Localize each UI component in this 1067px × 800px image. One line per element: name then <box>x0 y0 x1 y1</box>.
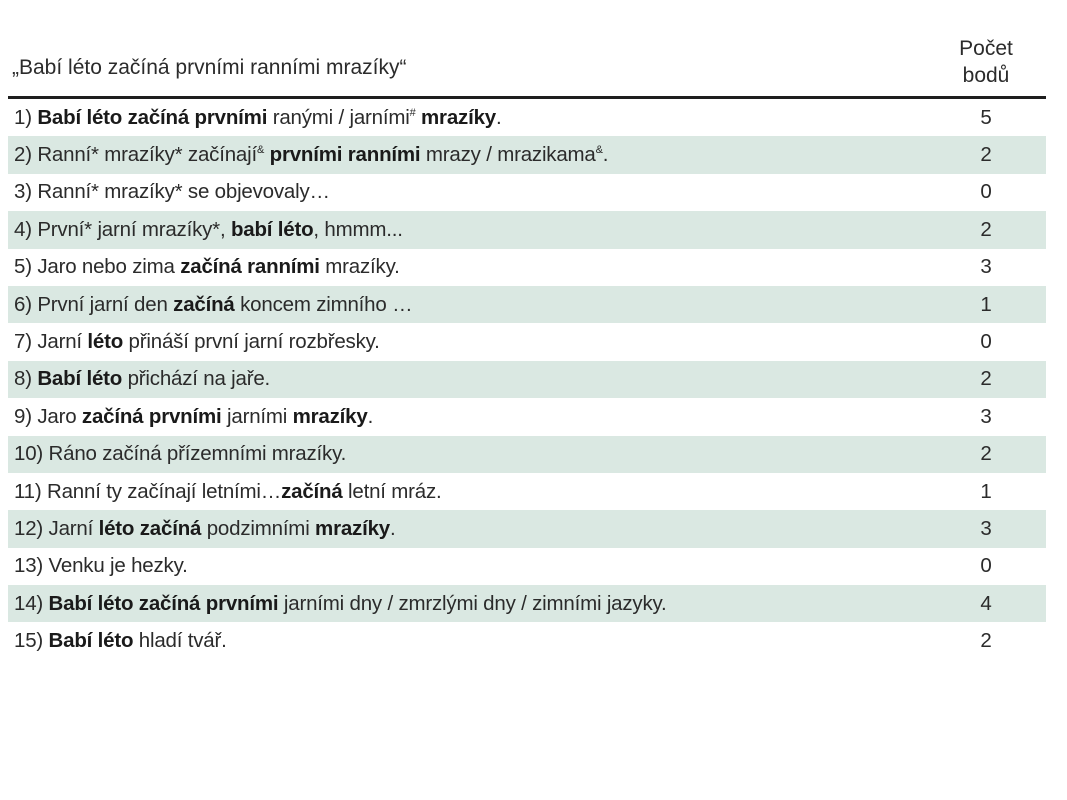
row-score: 2 <box>980 217 992 241</box>
bold-keyword: Babí léto začíná prvními <box>37 105 268 129</box>
answer-text: . <box>496 105 502 129</box>
row-score: 2 <box>980 442 992 466</box>
answer-text: 8) <box>14 367 38 391</box>
bold-keyword: začíná <box>173 292 235 316</box>
row-score: 5 <box>980 105 992 129</box>
bold-keyword: začíná <box>281 479 343 503</box>
bold-keyword: začíná prvními <box>81 404 222 428</box>
phrase-header: „Babí léto začíná prvními ranními mrazíky“ <box>12 56 407 79</box>
row-score: 3 <box>980 516 992 540</box>
bold-keyword: mrazíky <box>292 404 368 428</box>
bold-keyword: začíná ranními <box>180 255 320 279</box>
table-row <box>8 361 1046 398</box>
table-row <box>8 136 1046 173</box>
table-row <box>8 99 1046 136</box>
table-row <box>8 174 1046 211</box>
bold-keyword: mrazíky <box>315 516 391 540</box>
table-row <box>8 473 1046 510</box>
table-row <box>8 510 1046 547</box>
answer-text: 3) Ranní* mrazíky* se objevovaly… <box>14 180 330 204</box>
scoring-table <box>8 28 1046 660</box>
score-header-line1: Počet <box>959 37 1013 60</box>
bold-keyword: Babí léto <box>37 367 123 391</box>
score-header <box>926 35 1046 89</box>
table-row <box>8 249 1046 286</box>
row-answer <box>8 554 926 578</box>
table-row <box>8 323 1046 360</box>
answer-text: jarními <box>221 404 293 428</box>
answer-text: 11) Ranní ty začínají letními… <box>14 479 282 503</box>
table-row <box>8 286 1046 323</box>
answer-text: 14) <box>14 591 49 615</box>
answer-text: 15) <box>14 629 49 653</box>
answer-text: 1) <box>14 105 38 129</box>
row-score: 1 <box>980 292 992 316</box>
answer-text: ranými / jarními <box>267 105 410 129</box>
answer-text: mrazíky. <box>319 255 400 279</box>
answer-text: 13) Venku je hezky. <box>14 554 188 578</box>
row-score: 3 <box>980 404 992 428</box>
row-answer <box>8 592 926 616</box>
row-answer <box>8 143 926 167</box>
row-score: 0 <box>980 330 992 354</box>
row-answer <box>8 255 926 279</box>
row-answer <box>8 180 926 204</box>
answer-text: jarními dny / zmrzlými dny / zimními jazyky. <box>278 591 667 615</box>
answer-text: přináší první jarní rozbřesky. <box>123 330 380 354</box>
table-row <box>8 211 1046 248</box>
table-row <box>8 548 1046 585</box>
answer-text: podzimními <box>201 516 316 540</box>
score-header-line2: bodů <box>962 64 1010 87</box>
bold-keyword: prvními ranními <box>269 143 421 167</box>
answer-text: 10) Ráno začíná přízemními mrazíky. <box>14 442 347 466</box>
row-answer <box>8 293 926 317</box>
row-answer <box>8 517 926 541</box>
answer-text: . <box>602 143 609 167</box>
footnote-mark: & <box>595 144 603 157</box>
table-row <box>8 622 1046 659</box>
row-answer <box>8 442 926 466</box>
row-answer <box>8 367 926 391</box>
table-body <box>8 99 1046 660</box>
answer-text: . <box>390 516 396 540</box>
answer-text: 4) První* jarní mrazíky*, <box>14 217 231 241</box>
bold-keyword: léto začíná <box>98 516 202 540</box>
table-row <box>8 436 1046 473</box>
row-score: 2 <box>980 143 992 167</box>
row-score: 2 <box>980 629 992 653</box>
row-score: 0 <box>980 554 992 578</box>
bold-keyword: Babí léto začíná prvními <box>48 591 279 615</box>
answer-text: 5) Jaro nebo zima <box>14 255 181 279</box>
answer-text: přichází na jaře. <box>122 367 271 391</box>
table-row <box>8 585 1046 622</box>
answer-text: koncem zimního … <box>234 292 413 316</box>
row-score: 0 <box>980 180 992 204</box>
answer-text: . <box>367 404 374 428</box>
bold-keyword: babí léto <box>230 217 314 241</box>
bold-keyword: Babí léto <box>48 629 134 653</box>
answer-text: 12) Jarní <box>14 516 99 540</box>
row-answer <box>8 405 926 429</box>
row-score: 4 <box>980 591 992 615</box>
bold-keyword: léto <box>87 330 124 354</box>
bold-keyword: mrazíky <box>421 105 496 129</box>
footnote-mark: # <box>409 106 416 119</box>
answer-text: , hmmm... <box>313 217 403 241</box>
row-answer <box>8 480 926 504</box>
table-row <box>8 398 1046 435</box>
table-header <box>8 28 1046 99</box>
answer-text: 9) Jaro <box>14 404 82 428</box>
row-score: 2 <box>980 367 992 391</box>
footnote-mark: & <box>256 144 265 157</box>
answer-text: 2) Ranní* mrazíky* začínají <box>14 143 257 167</box>
answer-text: mrazy / mrazikama <box>420 143 596 167</box>
row-answer <box>8 629 926 653</box>
answer-text: 6) První jarní den <box>14 292 174 316</box>
row-score: 1 <box>980 479 992 503</box>
answer-text: hladí tvář. <box>133 629 227 653</box>
row-score: 3 <box>980 255 992 279</box>
row-answer <box>8 106 926 130</box>
row-answer <box>8 330 926 354</box>
row-answer <box>8 218 926 242</box>
answer-text: letní mráz. <box>342 479 442 503</box>
answer-text: 7) Jarní <box>14 330 88 354</box>
